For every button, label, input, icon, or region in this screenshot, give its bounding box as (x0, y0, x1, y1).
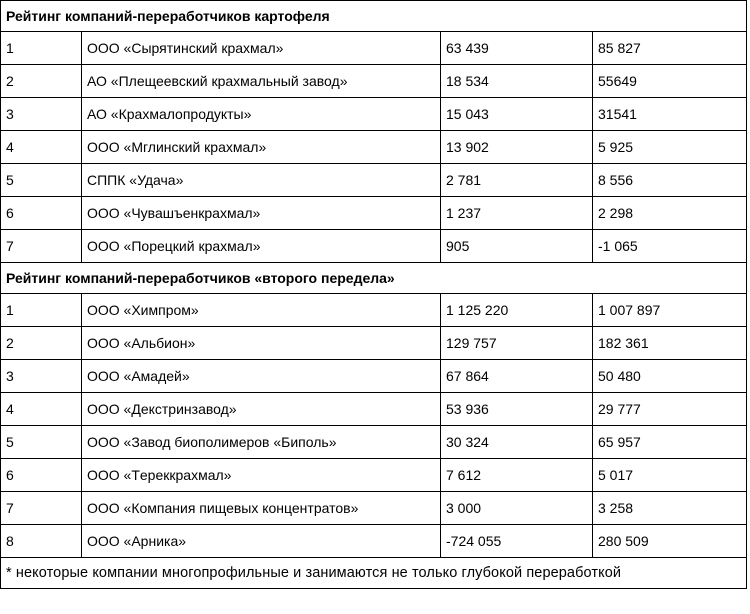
table-row (1, 164, 747, 197)
value-2-cell: 280 509 (593, 525, 747, 558)
table-row (1, 393, 747, 426)
value-2-cell: 2 298 (593, 197, 747, 230)
value-1-cell: 18 534 (441, 65, 593, 98)
company-name-cell: ООО «Мглинский крахмал» (82, 131, 441, 164)
value-1-cell: 905 (441, 230, 593, 263)
table-row (1, 492, 747, 525)
value-2-cell: 29 777 (593, 393, 747, 426)
company-name-cell: ООО «Сырятинский крахмал» (82, 32, 441, 65)
table-row (1, 426, 747, 459)
company-name-cell: ООО «Декстринзавод» (82, 393, 441, 426)
rank-cell: 4 (1, 131, 82, 164)
table-row (1, 32, 747, 65)
table-row (1, 131, 747, 164)
rank-cell: 3 (1, 360, 82, 393)
company-name-cell: ООО «Чувашъенкрахмал» (82, 197, 441, 230)
table-row (1, 360, 747, 393)
table-row (1, 197, 747, 230)
company-name-cell: ООО «Химпром» (82, 294, 441, 327)
table-row (1, 525, 747, 558)
section-header-row (1, 1, 747, 32)
footnote-row (1, 558, 747, 589)
rank-cell: 5 (1, 164, 82, 197)
value-2-cell: 85 827 (593, 32, 747, 65)
company-name-cell: ООО «Альбион» (82, 327, 441, 360)
rank-cell: 2 (1, 65, 82, 98)
table-row (1, 459, 747, 492)
value-1-cell: 63 439 (441, 32, 593, 65)
section-title: Рейтинг компаний-переработчиков картофеля (1, 1, 747, 32)
rank-cell: 4 (1, 393, 82, 426)
company-name-cell: СППК «Удача» (82, 164, 441, 197)
rank-cell: 2 (1, 327, 82, 360)
rank-cell: 6 (1, 459, 82, 492)
table-row (1, 98, 747, 131)
value-1-cell: 30 324 (441, 426, 593, 459)
table-row (1, 230, 747, 263)
value-2-cell: -1 065 (593, 230, 747, 263)
value-1-cell: 13 902 (441, 131, 593, 164)
company-name-cell: ООО «Арника» (82, 525, 441, 558)
value-2-cell: 5 925 (593, 131, 747, 164)
rank-cell: 1 (1, 32, 82, 65)
value-2-cell: 1 007 897 (593, 294, 747, 327)
value-1-cell: -724 055 (441, 525, 593, 558)
value-1-cell: 3 000 (441, 492, 593, 525)
rank-cell: 7 (1, 492, 82, 525)
rank-cell: 5 (1, 426, 82, 459)
company-name-cell: ООО «Порецкий крахмал» (82, 230, 441, 263)
company-name-cell: АО «Плещеевский крахмальный завод» (82, 65, 441, 98)
rank-cell: 7 (1, 230, 82, 263)
value-1-cell: 1 237 (441, 197, 593, 230)
value-1-cell: 15 043 (441, 98, 593, 131)
value-1-cell: 129 757 (441, 327, 593, 360)
rank-cell: 8 (1, 525, 82, 558)
rank-cell: 3 (1, 98, 82, 131)
value-1-cell: 7 612 (441, 459, 593, 492)
value-1-cell: 1 125 220 (441, 294, 593, 327)
value-2-cell: 31541 (593, 98, 747, 131)
company-name-cell: ООО «Завод биополимеров «Биполь» (82, 426, 441, 459)
rank-cell: 6 (1, 197, 82, 230)
company-name-cell: ООО «Tеpеккрахмал» (82, 459, 441, 492)
section-header-row (1, 263, 747, 294)
value-1-cell: 53 936 (441, 393, 593, 426)
company-name-cell: ООО «Амадей» (82, 360, 441, 393)
value-1-cell: 67 864 (441, 360, 593, 393)
table-row (1, 65, 747, 98)
company-name-cell: АО «Крахмалопродукты» (82, 98, 441, 131)
value-2-cell: 5 017 (593, 459, 747, 492)
section-title: Рейтинг компаний-переработчиков «второго передела» (1, 263, 747, 294)
value-2-cell: 8 556 (593, 164, 747, 197)
table-row (1, 327, 747, 360)
value-2-cell: 65 957 (593, 426, 747, 459)
rank-cell: 1 (1, 294, 82, 327)
table-row (1, 294, 747, 327)
value-2-cell: 3 258 (593, 492, 747, 525)
footnote: * некоторые компании многопрофильные и занимаются не только глубокой переработкой (1, 558, 747, 589)
company-name-cell: ООО «Компания пищевых концентратов» (82, 492, 441, 525)
value-2-cell: 50 480 (593, 360, 747, 393)
value-1-cell: 2 781 (441, 164, 593, 197)
value-2-cell: 182 361 (593, 327, 747, 360)
value-2-cell: 55649 (593, 65, 747, 98)
